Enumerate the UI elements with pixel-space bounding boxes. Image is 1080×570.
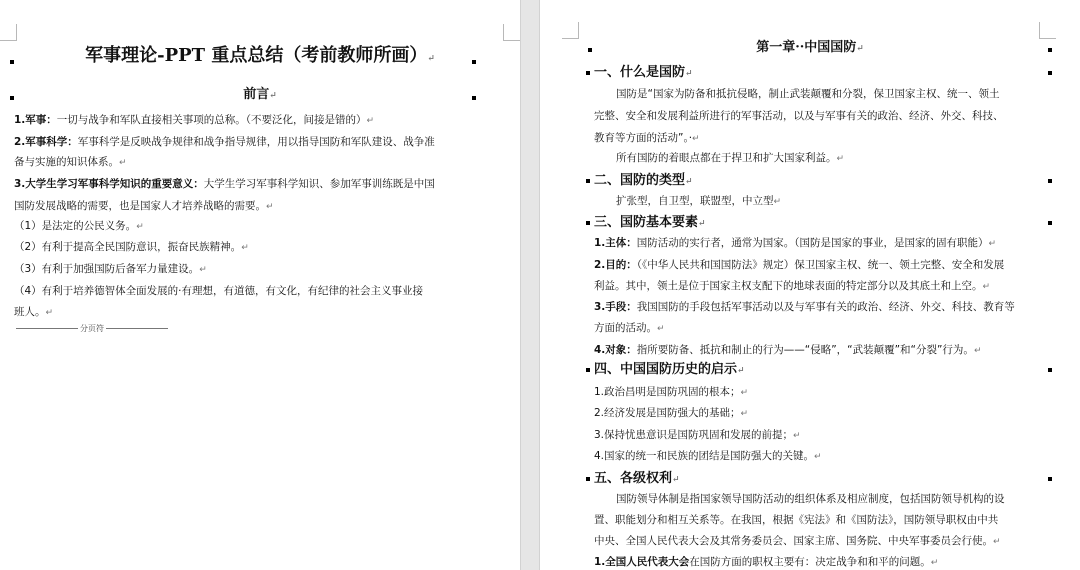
section-heading — [594, 471, 680, 488]
term-text: 我国国防的手段包括军事活动以及与军事有关的政治、经济、外交、科技、教育等 — [636, 301, 1015, 313]
body-line — [14, 135, 435, 149]
body-text: 国防领导体制是指国家领导国防活动的组织体系及相应制度，包括国防领导机构的设 — [616, 493, 1005, 505]
section-heading-text: 五、各级权利 — [594, 471, 673, 486]
paragraph-mark-icon: ↵ — [269, 91, 277, 101]
term-text: 军事科学是反映战争规律和战争指导规律，用以指导国防和军队建设、战争准 — [77, 136, 435, 148]
list-item — [14, 284, 423, 298]
paragraph-mark-icon: ↵ — [993, 537, 1001, 547]
paragraph-mark-icon: ↵ — [657, 324, 665, 334]
paragraph-marker — [586, 368, 590, 372]
list-item — [594, 449, 822, 464]
paragraph-mark-icon: ↵ — [136, 222, 144, 232]
paragraph-mark-icon: ↵ — [982, 282, 991, 292]
margin-corner-mark — [562, 22, 579, 39]
body-text: 国防是“国家为防备和抵抗侵略，制止武装颠覆和分裂，保卫国家主权、统一、领土 — [616, 88, 1000, 100]
section-heading — [594, 362, 745, 379]
section-heading — [594, 65, 693, 82]
paragraph-mark-icon: ↵ — [266, 202, 274, 212]
paragraph-marker — [1048, 477, 1052, 481]
paragraph-mark-icon: ↵ — [692, 134, 700, 144]
paragraph-mark-icon: ↵ — [685, 177, 693, 187]
paragraph-mark-icon: ↵ — [856, 44, 864, 54]
body-line — [594, 258, 1004, 272]
list-item-text: 班人。 — [14, 306, 46, 318]
paragraph-mark-icon: ↵ — [698, 219, 706, 229]
section-heading — [594, 173, 693, 190]
body-line — [594, 109, 1004, 123]
term-text: 方面的活动。 — [594, 322, 657, 334]
list-item — [14, 305, 53, 320]
term-text: 国防活动的实行者，通常为国家。（国防是国家的事业，是国家的固有职能） — [636, 237, 989, 249]
body-line — [594, 87, 999, 101]
section-heading-text: 一、什么是国防 — [594, 65, 686, 80]
list-item-text: （4）有利于培养德智体全面发展的·有理想，有道德，有文化，有纪律的社会主义事业接 — [14, 285, 424, 297]
body-line — [594, 279, 990, 294]
document-title — [0, 45, 520, 70]
body-line — [594, 343, 981, 358]
list-item-text: （2）有利于提高全民国防意识，振奋民族精神。 — [14, 241, 242, 253]
page-gap — [520, 0, 540, 570]
body-line — [594, 321, 665, 336]
preface-heading — [0, 87, 520, 104]
paragraph-mark-icon: ↵ — [814, 452, 822, 462]
list-item — [14, 262, 207, 277]
body-line — [594, 513, 998, 527]
list-item — [594, 406, 748, 421]
section-heading-text: 三、国防基本要素 — [594, 215, 699, 230]
list-item-text: 3.保持忧患意识是国防巩固和发展的前提； — [594, 429, 794, 441]
term-label: 3.大学生学习军事科学知识的重要意义： — [14, 178, 204, 190]
body-line — [594, 492, 1005, 506]
body-line — [594, 534, 1001, 549]
paragraph-mark-icon: ↵ — [45, 308, 54, 318]
paragraph-marker — [586, 71, 590, 75]
term-label: 1.全国人民代表大会 — [594, 556, 690, 568]
term-text: 在国防方面的职权主要有：决定战争和和平的问题。 — [689, 556, 931, 568]
document-page-left — [0, 0, 520, 570]
term-label: 1.军事： — [14, 114, 57, 126]
paragraph-marker — [1048, 71, 1052, 75]
paragraph-mark-icon: ↵ — [773, 197, 782, 207]
paragraph-mark-icon: ↵ — [672, 475, 680, 485]
list-item — [594, 428, 801, 443]
chapter-title — [540, 40, 1080, 57]
section-heading-text: 四、中国国防历史的启示 — [594, 362, 738, 377]
body-line — [14, 113, 374, 128]
term-label: 1.主体： — [594, 237, 637, 249]
paragraph-marker — [1048, 221, 1052, 225]
body-line — [594, 131, 700, 146]
paragraph-mark-icon: ↵ — [793, 431, 801, 441]
document-title-text: 军事理论-PPT 重点总结（考前教师所画） — [85, 45, 428, 66]
term-text: （《中华人民共和国国防法》规定）保卫国家主权、统一、领土完整、安全和发展 — [636, 259, 1005, 271]
paragraph-mark-icon: ↵ — [930, 558, 939, 568]
paragraph-mark-icon: ↵ — [427, 54, 435, 64]
chapter-title-text: 第一章··中国国防 — [756, 40, 857, 55]
paragraph-marker — [586, 477, 590, 481]
page-break-label: 分页符 — [80, 324, 104, 333]
list-item-text: （3）有利于加强国防后备军力量建设。 — [14, 263, 200, 275]
margin-corner-mark — [503, 24, 520, 41]
document-page-right — [540, 0, 1080, 570]
paragraph-mark-icon: ↵ — [740, 409, 749, 419]
body-text: 扩张型，自卫型，联盟型，中立型 — [616, 195, 774, 207]
term-label: 4.对象： — [594, 344, 637, 356]
paragraph-marker — [586, 221, 590, 225]
list-item — [594, 385, 748, 400]
paragraph-marker — [1048, 368, 1052, 372]
margin-corner-mark — [1039, 22, 1056, 39]
paragraph-mark-icon: ↵ — [119, 158, 127, 168]
term-text: 备与实施的知识体系。 — [14, 156, 119, 168]
list-item-text: 1.政治昌明是国防巩固的根本； — [594, 386, 741, 398]
body-text: 教育等方面的活动”。· — [594, 132, 693, 144]
list-item — [14, 240, 249, 255]
term-label: 2.军事科学： — [14, 136, 78, 148]
list-item — [14, 219, 144, 234]
body-text: 中央、全国人民代表大会及其常务委员会、国家主席、国务院、中央军事委员会行使。 — [594, 535, 993, 547]
body-line — [14, 155, 127, 170]
body-line — [594, 151, 844, 166]
paragraph-mark-icon: ↵ — [199, 265, 207, 275]
paragraph-mark-icon: ↵ — [836, 154, 845, 164]
term-text: 指所要防备、抵抗和制止的行为——“侵略”，“武装颠覆”和“分裂”行为。 — [636, 344, 974, 356]
body-text: 所有国防的着眼点都在于捍卫和扩大国家利益。 — [616, 152, 837, 164]
paragraph-mark-icon: ↵ — [366, 116, 375, 126]
paragraph-mark-icon: ↵ — [685, 69, 693, 79]
body-line — [594, 555, 938, 570]
body-text: 完整、安全和发展利益所进行的军事活动，以及与军事有关的政治、经济、外交、科技、 — [594, 110, 1004, 122]
body-line — [14, 177, 435, 191]
term-label: 3.手段： — [594, 301, 637, 313]
paragraph-marker — [586, 179, 590, 183]
paragraph-mark-icon: ↵ — [988, 239, 997, 249]
body-line — [594, 194, 781, 209]
term-text: 大学生学习军事科学知识、参加军事训练既是中国 — [203, 178, 435, 190]
list-item-text: （1）是法定的公民义务。 — [14, 220, 137, 232]
list-item-text: 4.国家的统一和民族的团结是国防强大的关键。 — [594, 450, 815, 462]
paragraph-mark-icon: ↵ — [241, 243, 249, 253]
body-line — [594, 236, 996, 251]
paragraph-marker — [1048, 179, 1052, 183]
term-text: 国防发展战略的需要，也是国家人才培养战略的需要。 — [14, 200, 266, 212]
term-text: 利益。其中，领土是位于国家主权支配下的地球表面的特定部分以及其底土和上空。 — [594, 280, 983, 292]
paragraph-mark-icon: ↵ — [973, 346, 982, 356]
preface-heading-text: 前言 — [243, 87, 270, 102]
body-line — [14, 199, 274, 214]
body-line — [594, 300, 1015, 314]
page-break-marker — [14, 323, 170, 334]
section-heading-text: 二、国防的类型 — [594, 173, 686, 188]
paragraph-mark-icon: ↵ — [740, 388, 749, 398]
section-heading — [594, 215, 706, 232]
paragraph-mark-icon: ↵ — [737, 366, 745, 376]
margin-corner-mark — [0, 24, 17, 41]
list-item-text: 2.经济发展是国防强大的基础； — [594, 407, 741, 419]
body-text: 置、职能划分和相互关系等。在我国，根据《宪法》和《国防法》，国防领导职权由中共 — [594, 514, 999, 526]
term-label: 2.目的： — [594, 259, 637, 271]
term-text: 一切与战争和军队直接相关事项的总称。（不要泛化，间接是错的） — [56, 114, 367, 126]
